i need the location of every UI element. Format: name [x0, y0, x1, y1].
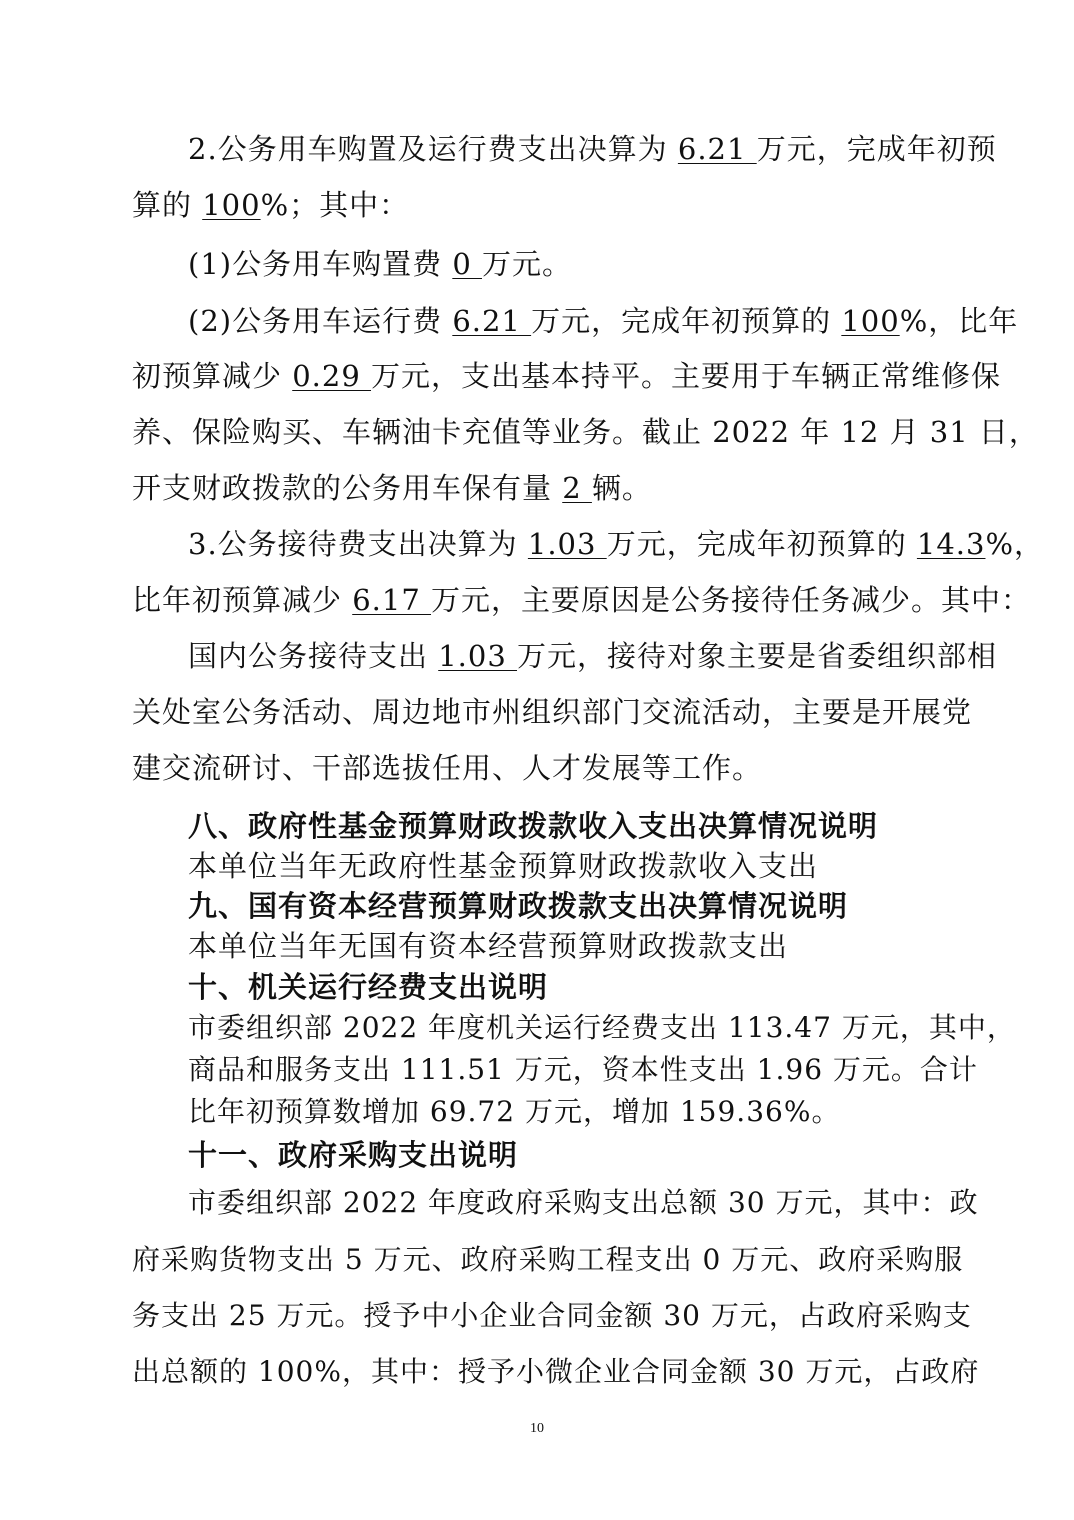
text-line: 初预算减少 0.29 万元，支出基本持平。主要用于车辆正常维修保	[132, 359, 1002, 393]
section-heading-10: 十、机关运行经费支出说明	[188, 970, 549, 1004]
text-line: 出总额的 100%，其中：授予小微企业合同金额 30 万元，占政府	[132, 1355, 980, 1388]
text-line: 比年初预算减少 6.17 万元，主要原因是公务接待任务减少。其中：	[132, 583, 1032, 617]
page-number: 10	[530, 1421, 544, 1436]
text-line: 市委组织部 2022 年度政府采购支出总额 30 万元，其中：政	[188, 1186, 979, 1219]
text-line: 市委组织部 2022 年度机关运行经费支出 113.47 万元，其中，	[188, 1011, 1016, 1044]
text-line: 算的 100%；其中：	[132, 188, 410, 222]
text-line: (2)公务用车运行费 6.21 万元，完成年初预算的 100%，比年	[188, 304, 1019, 338]
text-line: 2.公务用车购置及运行费支出决算为 6.21 万元，完成年初预	[188, 132, 997, 166]
text-line: 本单位当年无国有资本经营预算财政拨款支出	[188, 929, 789, 963]
section-heading-11: 十一、政府采购支出说明	[188, 1138, 519, 1172]
section-heading-8: 八、政府性基金预算财政拨款收入支出决算情况说明	[188, 809, 879, 843]
text-line: 府采购货物支出 5 万元、政府采购工程支出 0 万元、政府采购服	[132, 1243, 964, 1276]
text-line: 建交流研讨、干部选拔任用、人才发展等工作。	[132, 751, 763, 785]
text-line: 本单位当年无政府性基金预算财政拨款收入支出	[188, 849, 819, 883]
text-line: (1)公务用车购置费 0 万元。	[188, 247, 572, 281]
text-line: 国内公务接待支出 1.03 万元，接待对象主要是省委组织部相	[188, 639, 998, 673]
section-heading-9: 九、国有资本经营预算财政拨款支出决算情况说明	[188, 889, 849, 923]
text-line: 务支出 25 万元。授予中小企业合同金额 30 万元，占政府采购支	[132, 1299, 972, 1332]
text-line: 关处室公务活动、周边地市州组织部门交流活动，主要是开展党	[132, 695, 973, 729]
text-line: 3.公务接待费支出决算为 1.03 万元，完成年初预算的 14.3%，	[188, 527, 1045, 561]
text-line: 养、保险购买、车辆油卡充值等业务。截止 2022 年 12 月 31 日，	[132, 415, 1039, 449]
text-line: 商品和服务支出 111.51 万元，资本性支出 1.96 万元。合计	[188, 1053, 978, 1086]
text-line: 开支财政拨款的公务用车保有量 2 辆。	[132, 471, 652, 505]
text-line: 比年初预算数增加 69.72 万元，增加 159.36%。	[188, 1095, 841, 1128]
